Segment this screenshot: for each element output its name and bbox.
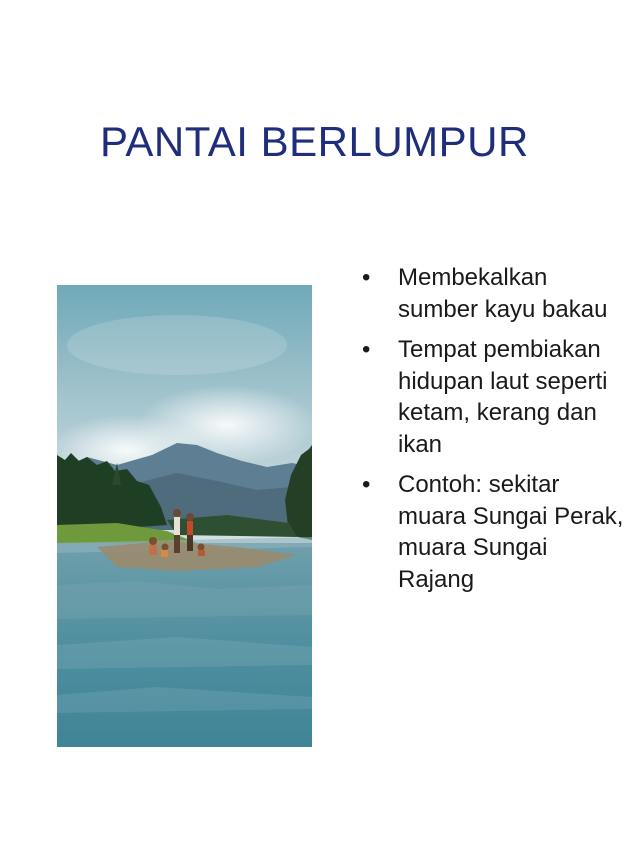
bullet-text: Membekalkan sumber kayu bakau <box>398 264 608 323</box>
bullet-dot-icon: • <box>362 264 371 291</box>
river-estuary-photo <box>57 285 312 747</box>
bullet-dot-icon: • <box>362 471 371 498</box>
bullet-text: Tempat pembiakan hidupan laut seperti ketam, kerang dan ikan <box>398 336 608 458</box>
bullet-item <box>362 469 624 595</box>
bullet-text: Contoh: sekitar muara Sungai Perak, muara Sungai Rajang <box>398 471 624 593</box>
bullet-dot-icon: • <box>362 336 371 363</box>
slide-title: PANTAI BERLUMPUR <box>100 118 529 165</box>
bullet-item <box>362 262 624 325</box>
bullet-item <box>362 334 624 460</box>
bullet-list <box>362 262 624 604</box>
